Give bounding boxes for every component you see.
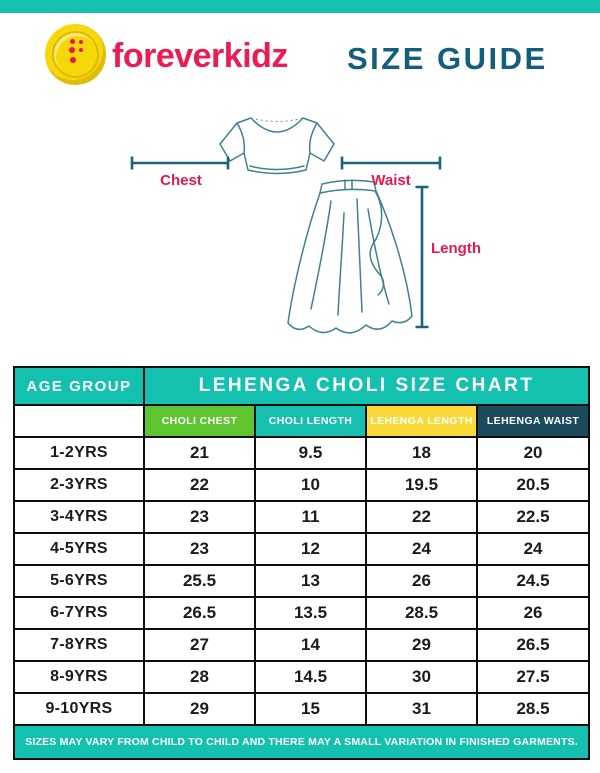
value-cell: 28: [144, 661, 255, 693]
value-cell: 27: [144, 629, 255, 661]
value-cell: 15: [255, 693, 366, 725]
table-row: [14, 661, 589, 693]
chart-header-row: [14, 367, 589, 405]
table-row: [14, 565, 589, 597]
chest-measure-line: [132, 157, 228, 170]
age-cell: 8-9YRS: [14, 661, 144, 693]
length-measure-line: [416, 187, 429, 327]
value-cell: 27.5: [477, 661, 589, 693]
table-row: [14, 533, 589, 565]
footnote-row: [14, 725, 589, 759]
logo-dot: [70, 39, 75, 44]
garment-measurement-diagram: [0, 95, 600, 367]
value-cell: 11: [255, 501, 366, 533]
waist-measure-line: [342, 157, 440, 170]
value-cell: 24: [366, 533, 477, 565]
column-header-row: [14, 405, 589, 437]
chart-title: LEHENGA CHOLI SIZE CHART: [144, 367, 589, 405]
value-cell: 28.5: [366, 597, 477, 629]
value-cell: 14.5: [255, 661, 366, 693]
value-cell: 10: [255, 469, 366, 501]
age-cell: 1-2YRS: [14, 437, 144, 469]
value-cell: 23: [144, 501, 255, 533]
brand-name: foreverkidz: [112, 37, 288, 75]
age-cell: 9-10YRS: [14, 693, 144, 725]
choli-outline: [220, 118, 334, 174]
age-cell: 4-5YRS: [14, 533, 144, 565]
value-cell: 24: [477, 533, 589, 565]
value-cell: 29: [144, 693, 255, 725]
choli-back-neckline: [251, 118, 303, 122]
waist-label: Waist: [371, 172, 411, 189]
choli-hem-line: [250, 166, 304, 170]
table-row: [14, 597, 589, 629]
footnote: SIZES MAY VARY FROM CHILD TO CHILD AND THERE MAY A SMALL VARIATION IN FINISHED GARMENTS.: [14, 725, 589, 759]
value-cell: 25.5: [144, 565, 255, 597]
col-header-lehenga-length: LEHENGA LENGTH: [366, 405, 477, 437]
logo-dot: [69, 47, 75, 53]
value-cell: 19.5: [366, 469, 477, 501]
value-cell: 20.5: [477, 469, 589, 501]
lehenga-outline: [288, 191, 412, 333]
age-cell: 3-4YRS: [14, 501, 144, 533]
value-cell: 30: [366, 661, 477, 693]
value-cell: 26: [477, 597, 589, 629]
value-cell: 23: [144, 533, 255, 565]
value-cell: 31: [366, 693, 477, 725]
logo-dot: [79, 48, 83, 52]
value-cell: 9.5: [255, 437, 366, 469]
table-row: [14, 629, 589, 661]
value-cell: 20: [477, 437, 589, 469]
value-cell: 26.5: [477, 629, 589, 661]
choli-armhole-right: [310, 123, 317, 153]
age-cell: 5-6YRS: [14, 565, 144, 597]
value-cell: 22: [144, 469, 255, 501]
garment-sketch-svg: [0, 95, 600, 367]
value-cell: 24.5: [477, 565, 589, 597]
lehenga-waistband: [320, 180, 376, 193]
value-cell: 26: [366, 565, 477, 597]
value-cell: 22: [366, 501, 477, 533]
age-cell: 7-8YRS: [14, 629, 144, 661]
length-label: Length: [431, 240, 481, 257]
value-cell: 13.5: [255, 597, 366, 629]
value-cell: 21: [144, 437, 255, 469]
age-cell: 2-3YRS: [14, 469, 144, 501]
logo-dot: [79, 40, 83, 44]
lehenga-fold-lines: [311, 199, 389, 315]
value-cell: 14: [255, 629, 366, 661]
size-chart-table: [13, 366, 590, 760]
value-cell: 28.5: [477, 693, 589, 725]
age-cell: 6-7YRS: [14, 597, 144, 629]
table-row: [14, 693, 589, 725]
value-cell: 12: [255, 533, 366, 565]
empty-corner-cell: [14, 405, 144, 437]
value-cell: 18: [366, 437, 477, 469]
logo-dot: [70, 57, 76, 63]
page-title: SIZE GUIDE: [347, 41, 548, 76]
age-group-header: AGE GROUP: [14, 367, 144, 405]
top-accent-bar: [0, 0, 600, 13]
col-header-lehenga-waist: LEHENGA WAIST: [477, 405, 589, 437]
value-cell: 13: [255, 565, 366, 597]
table-row: [14, 501, 589, 533]
col-header-choli-chest: CHOLI CHEST: [144, 405, 255, 437]
col-header-choli-length: CHOLI LENGTH: [255, 405, 366, 437]
value-cell: 29: [366, 629, 477, 661]
value-cell: 22.5: [477, 501, 589, 533]
choli-armhole-left: [237, 123, 244, 153]
table-row: [14, 437, 589, 469]
chest-label: Chest: [160, 172, 202, 189]
value-cell: 26.5: [144, 597, 255, 629]
table-row: [14, 469, 589, 501]
button-logo-icon: [45, 24, 106, 85]
